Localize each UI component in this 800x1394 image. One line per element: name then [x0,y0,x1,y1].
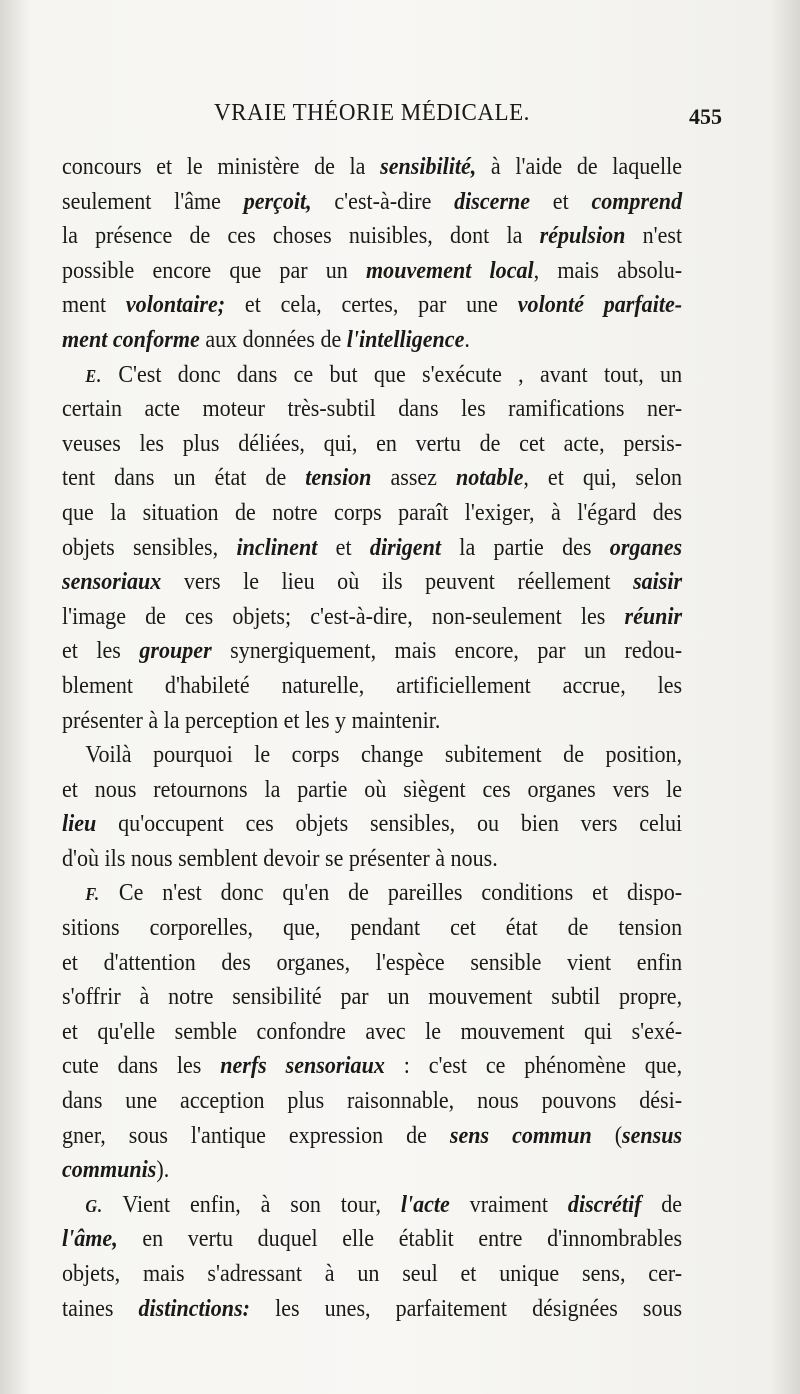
text-run: certain acte moteur très-subtil dans les ramifications ner- [62,395,683,423]
text-run: synergiquement, mais encore, par un redou- [211,637,683,665]
text-line [62,496,682,531]
text-run: et qu'elle semble confondre avec le mouvement qui s'exé- [62,1017,683,1045]
text-run: gner, sous l'antique expression de [62,1121,450,1149]
text-line [62,1119,682,1154]
text-line [62,634,682,669]
text-line [62,323,682,358]
text-run: objets sensibles, [62,533,237,561]
emphasis-text: sensoriaux [62,568,162,596]
text-run: ment [62,291,126,319]
text-run: aux données de [199,325,347,353]
emphasis-text: organes [609,533,683,561]
text-run: possible encore que par un [62,256,367,284]
text-line [62,704,682,739]
emphasis-text: comprend [591,187,683,215]
text-line [62,773,682,808]
emphasis-text: sensibilité, [380,153,477,180]
text-line [62,600,682,635]
text-run: concours et le ministère de la [62,153,381,180]
text-run: assez [371,464,456,492]
text-run: à l'aide de laquelle [476,153,683,180]
emphasis-text: volontaire; [125,291,226,319]
text-line [62,565,682,600]
running-header [62,100,722,140]
emphasis-text: nerfs sensoriaux [220,1052,385,1080]
text-run: C'est donc dans ce but que s'exécute , avant tout, un [102,360,683,388]
emphasis-text: tension [305,464,372,492]
section-marker: E. [85,365,103,386]
text-line [62,1188,682,1223]
text-run: . [464,325,470,353]
text-run: : c'est ce phénomène que, [384,1052,683,1080]
emphasis-text: répulsion [539,222,626,250]
emphasis-text: saisir [633,568,683,596]
text-line [62,358,682,393]
text-line [62,842,682,877]
emphasis-text: notable [455,464,524,492]
section-marker: G. [85,1195,103,1216]
text-run: seulement l'âme [62,187,244,215]
text-run: et les [62,637,140,665]
text-run: dans une acception plus raisonnable, nous pouvons dési- [62,1087,683,1115]
emphasis-text: discrétif [567,1190,642,1218]
text-run: l'image de ces objets; c'est-à-dire, non-seulement les [62,602,625,630]
text-run: sitions corporelles, que, pendant cet état de tension [62,914,683,942]
emphasis-text: ment conforme [62,325,200,353]
emphasis-text: mouvement local [366,256,534,284]
text-line [62,427,682,462]
text-line [62,911,682,946]
text-line [62,738,682,773]
text-run: , et qui, selon [523,464,683,492]
text-line [62,288,682,323]
text-run: que la situation de notre corps paraît l'exiger, à l'égard des [62,498,683,526]
emphasis-text: perçoit, [243,187,312,215]
text-run: présenter à la perception et les y maintenir. [62,706,441,734]
text-line [62,150,682,185]
page-number: 455 [689,104,722,129]
text-line [62,1257,682,1292]
text-run: vers le lieu où ils peuvent réellement [161,568,634,596]
text-run: la partie des [440,533,610,561]
text-run: blement d'habileté naturelle, artificiellement accrue, les [62,671,683,699]
emphasis-text: sensus [622,1121,683,1149]
text-line [62,1049,682,1084]
emphasis-text: inclinent [236,533,318,561]
text-line [62,531,682,566]
text-line [62,392,682,427]
text-run: Vient enfin, à son tour, [102,1190,401,1218]
emphasis-text: l'acte [400,1190,450,1218]
body-text [62,150,682,1326]
text-line [62,980,682,1015]
emphasis-text: discerne [454,187,531,215]
text-run: de [641,1190,683,1218]
text-line [62,807,682,842]
text-run: c'est-à-dire [311,187,455,215]
text-line [62,669,682,704]
text-run: vraiment [449,1190,568,1218]
section-marker: F. [85,884,100,905]
text-run: et d'attention des organes, l'espèce sensible vient enfin [62,948,683,976]
text-run: taines [62,1294,139,1322]
emphasis-text: grouper [139,637,212,665]
emphasis-text: sens commun [449,1121,592,1149]
text-run: qu'occupent ces objets sensibles, ou bien vers celui [96,810,683,838]
text-line [62,1292,682,1327]
text-line [62,254,682,289]
text-run: Voilà pourquoi le corps change subitement de position, [85,741,683,769]
text-line [62,1084,682,1119]
text-run: tent dans un état de [62,464,306,492]
text-line [62,185,682,220]
text-run: et cela, certes, par une [225,291,518,319]
text-line [62,1222,682,1257]
text-run: , mais absolu- [533,256,683,284]
text-run: s'offrir à notre sensibilité par un mouvement subtil propre, [62,983,683,1011]
text-line [62,876,682,911]
text-run: les unes, parfaitement désignées sous [250,1294,683,1322]
emphasis-text: l'âme, [62,1225,118,1253]
text-line [62,1153,682,1188]
emphasis-text: volonté parfaite- [517,291,683,319]
emphasis-text: dirigent [369,533,441,561]
text-run: ). [156,1156,170,1184]
text-line [62,1015,682,1050]
running-title: VRAIE THÉORIE MÉDICALE. [214,100,530,126]
text-run: n'est [625,222,683,250]
text-line [62,946,682,981]
emphasis-text: communis [62,1156,157,1184]
emphasis-text: distinctions: [138,1294,251,1322]
text-run: cute dans les [62,1052,221,1080]
text-run: Ce n'est donc qu'en de pareilles conditions et dispo- [99,879,683,907]
emphasis-text: réunir [624,602,683,630]
text-run: ( [591,1121,623,1149]
text-run: et [530,187,592,215]
text-line [62,461,682,496]
text-run: objets, mais s'adressant à un seul et unique sens, cer- [62,1260,683,1287]
emphasis-text: l'intelligence [346,325,465,353]
text-line [62,219,682,254]
text-run: et nous retournons la partie où siègent ces organes vers le [62,775,683,803]
emphasis-text: lieu [62,810,97,838]
text-run: d'où ils nous semblent devoir se présenter à nous. [62,844,498,872]
text-run: en vertu duquel elle établit entre d'innombrables [117,1225,683,1253]
text-run: et [317,533,370,561]
text-run: la présence de ces choses nuisibles, dont la [62,222,540,250]
text-run: veuses les plus déliées, qui, en vertu de cet acte, persis- [62,429,683,457]
